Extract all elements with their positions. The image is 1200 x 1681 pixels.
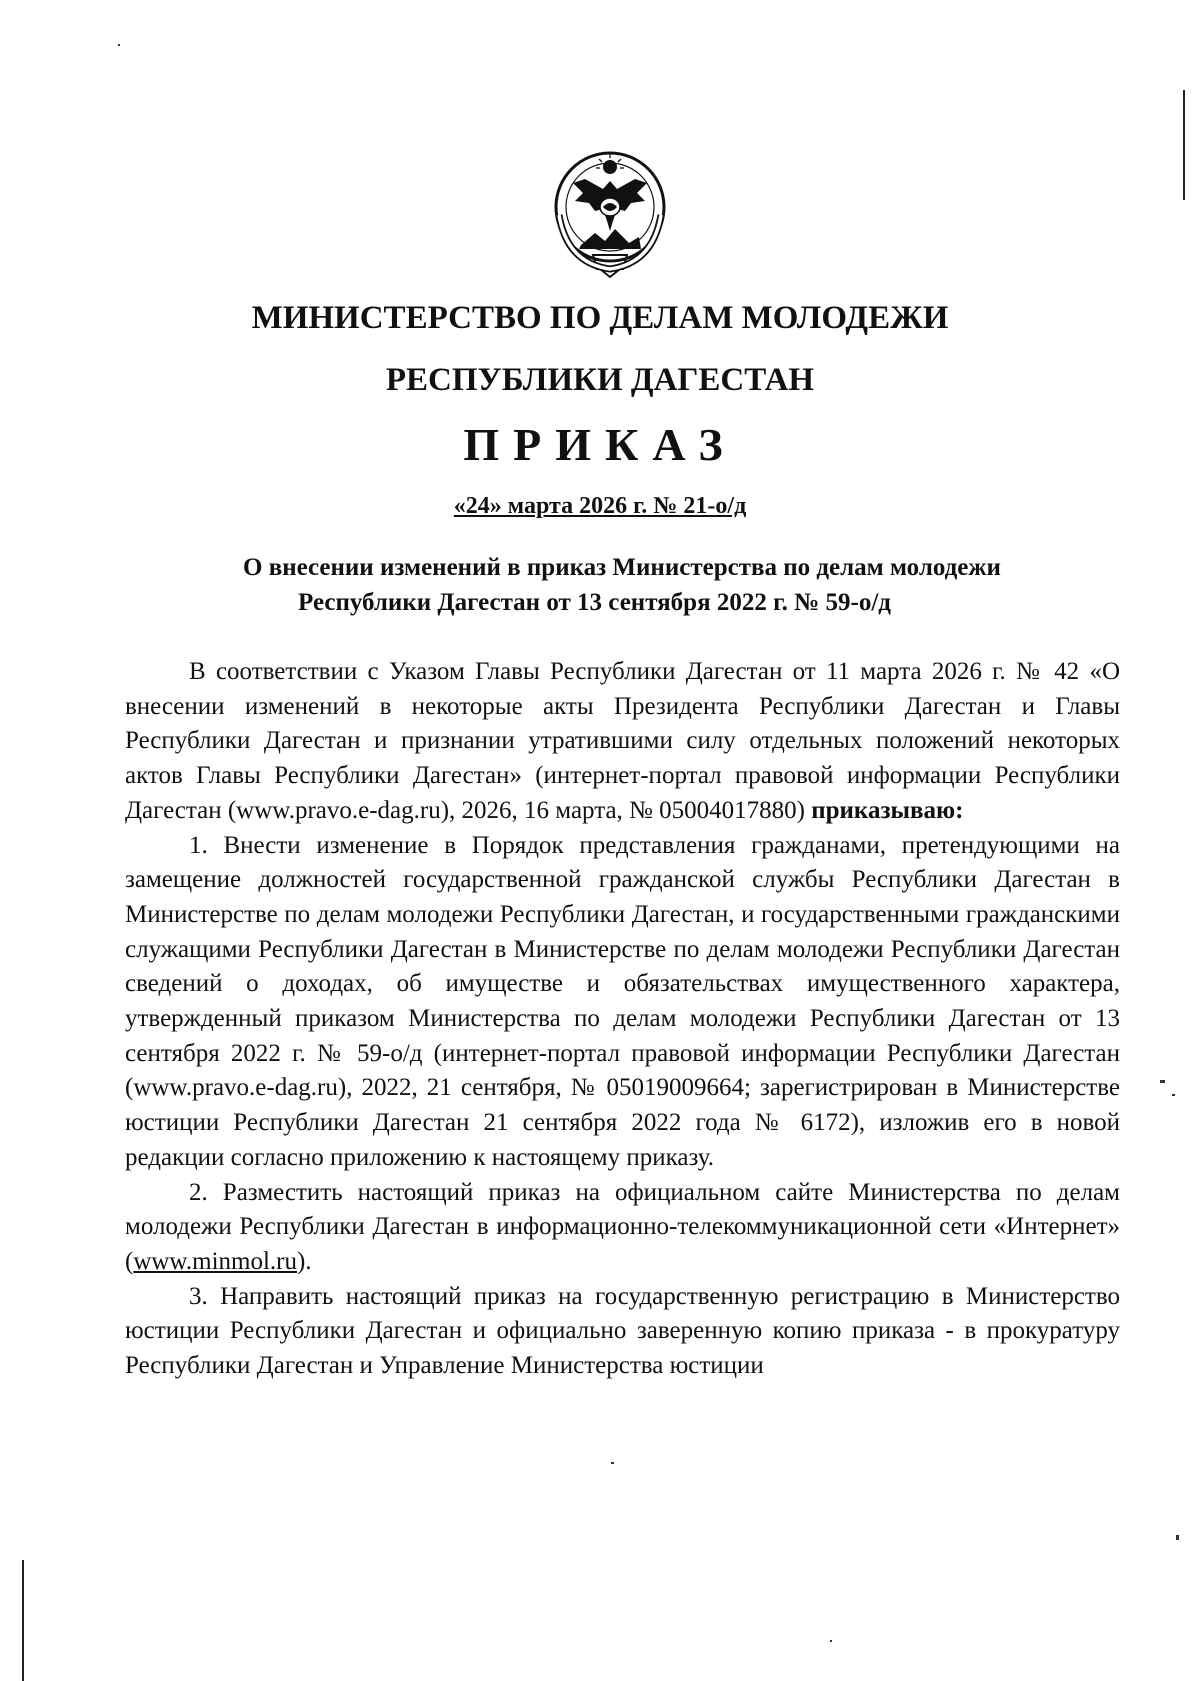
document-subject: [180, 550, 1120, 620]
preamble-paragraph: [125, 655, 1120, 829]
scan-speck: [1176, 1535, 1179, 1540]
scan-speck: [830, 1640, 832, 1642]
item-2-text: 2. Разместить настоящий приказ на официальном сайте Министерства по делам молодежи Республики Дагестан в информационно-телекоммуникационной сети «Интернет» (: [125, 1178, 1120, 1275]
ministry-name-line2: РЕСПУБЛИКИ ДАГЕСТАН: [385, 362, 815, 398]
date-number-text: «24» марта 2026 г. № 21-о/д: [453, 493, 747, 519]
website-link[interactable]: www.minmol.ru: [133, 1247, 297, 1275]
ministry-name-line1: МИНИСТЕРСТВО ПО ДЕЛАМ МОЛОДЕЖИ: [251, 300, 949, 336]
scan-speck: [611, 1462, 614, 1464]
document-type-title: ПРИКАЗ: [463, 419, 737, 470]
subject-line-1: О внесении изменений в приказ Министерства по делам молодежи: [243, 554, 1001, 581]
document-body: [125, 655, 1120, 1384]
item-2-end: ).: [296, 1247, 312, 1275]
item-3-paragraph: 3. Направить настоящий приказ на государственную регистрацию в Министерство юстиции Республики Дагестан и официально заверенную копию приказа - в прокуратуру Республики Дагестан и Управление Министерства юстиции: [125, 1282, 1120, 1380]
subject-line-2: Республики Дагестан от 13 сентября 2022 г. № 59-о/д: [298, 589, 891, 616]
scan-speck: [1160, 1080, 1165, 1083]
scan-speck: [1172, 1094, 1175, 1096]
date-and-number: [0, 493, 1200, 520]
preamble-text: В соответствии с Указом Главы Республики Дагестан от 11 марта 2026 г. № 42 «О внесении изменений в некоторые акты Президента Республики Дагестан и Главы Республики Дагестан и признании утратившими силу отдельных положений некоторых актов Главы Республики Дагестан» (интернет-портал правовой информации Республики Дагестан (www.pravo.e-dag.ru), 2026, 16 марта, № 05004017880): [125, 658, 1120, 824]
order-word: приказываю:: [811, 796, 964, 824]
item-1-paragraph: 1. Внести изменение в Порядок представления гражданами, претендующими на замещение должностей государственной гражданской службы Республики Дагестан в Министерстве по делам молодежи Республики Дагестан, и государственными гражданскими служащими Республики Дагестан в Министерстве по делам молодежи Республики Дагестан сведений о доходах, об имуществе и обязательствах имущественного характера, утвержденный приказом Министерства по делам молодежи Республики Дагестан от 13 сентября 2022 г. № 59-о/д (интернет-портал правовой информации Республики Дагестан (www.pravo.e-dag.ru), 2022, 21 сентября, № 05019009664; зарегистрирован в Министерстве юстиции Республики Дагестан 21 сентября 2022 года № 6172), изложив его в новой редакции согласно приложению к настоящему приказу.: [125, 831, 1120, 1171]
scan-edge-right: [1183, 90, 1185, 200]
scan-speck: [118, 44, 120, 46]
item-2-paragraph: [125, 1176, 1120, 1280]
coat-of-arms-icon: [545, 145, 675, 285]
scan-edge-left: [22, 1560, 24, 1681]
